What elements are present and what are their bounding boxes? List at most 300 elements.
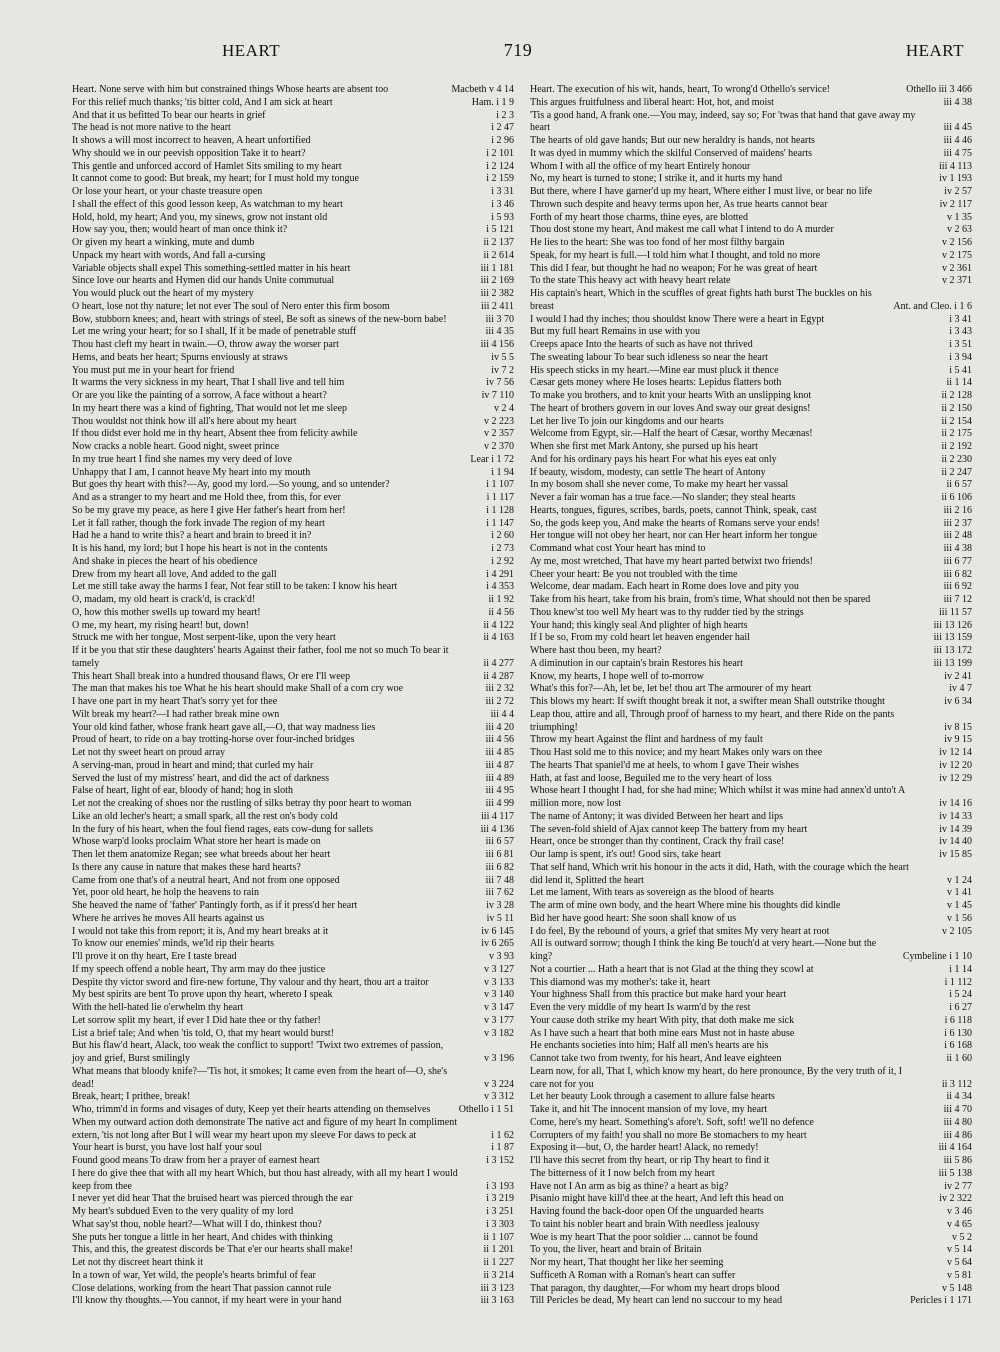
- concordance-entry: [530, 1091, 972, 1104]
- quotation-text: I here do give thee that with all my heart Which, but thou hast already, with all my heart I would keep from thee: [72, 1167, 458, 1192]
- concordance-entry: [72, 938, 514, 951]
- quotation-text: Where hast thou been, my heart?: [530, 645, 662, 656]
- concordance-entry: [530, 263, 972, 276]
- play-reference: i 6 168: [944, 1040, 972, 1052]
- play-reference: iii 6 77: [943, 555, 972, 567]
- quotation-text: Let not the creaking of shoes nor the rustling of silks betray thy poor heart to woman: [72, 798, 412, 809]
- play-reference: iv 14 16: [939, 798, 972, 809]
- concordance-entry: [530, 1244, 972, 1257]
- quotation-text: Command what cost Your heart has mind to: [530, 543, 706, 554]
- concordance-entry: [530, 212, 972, 225]
- play-reference: iii 4 38: [943, 543, 972, 554]
- quotation-text: Welcome, dear madam. Each heart in Rome does love and pity you: [530, 581, 799, 593]
- concordance-entry: [72, 135, 514, 148]
- concordance-entry: [530, 709, 972, 735]
- quotation-text: Like an old lecher's heart; a small spark, all the rest on's body cold: [72, 810, 338, 822]
- play-reference: v 2 357: [484, 428, 514, 440]
- quotation-text: It warms the very sickness in my heart, That I shall live and tell him: [72, 377, 345, 389]
- play-reference: i 1 147: [486, 517, 514, 529]
- quotation-text: But my full heart Remains in use with you: [530, 326, 700, 338]
- quotation-text: Forth of my heart those charms, thine eyes, are blotted: [530, 211, 748, 223]
- play-reference: ii 1 60: [946, 1053, 972, 1064]
- quotation-text: Not a courtier ... Hath a heart that is not Glad at the thing they scowl at: [530, 963, 814, 975]
- play-reference: i 3 193: [486, 1180, 514, 1192]
- play-reference: i 1 87: [491, 1142, 514, 1154]
- play-reference: ii 4 287: [483, 670, 514, 682]
- concordance-entry: [530, 1117, 972, 1130]
- concordance-entry: [530, 224, 972, 237]
- play-reference: iii 4 4: [490, 708, 514, 720]
- concordance-entry: [72, 122, 514, 135]
- play-reference: v 3 140: [484, 989, 514, 1001]
- play-reference: iv 5 11: [486, 912, 514, 924]
- quotation-text: Never a fair woman has a true face.—No slander; they steal hearts: [530, 492, 796, 503]
- quotation-text: To you, the liver, heart and brain of Britain: [530, 1244, 702, 1256]
- concordance-entry: [72, 760, 514, 773]
- concordance-entry: [530, 454, 972, 467]
- play-reference: i 3 41: [949, 313, 972, 325]
- play-reference: ii 6 106: [941, 492, 972, 503]
- play-reference: iii 5 86: [943, 1155, 972, 1166]
- concordance-entry: [530, 734, 972, 747]
- play-reference: iv 6 145: [481, 925, 514, 937]
- concordance-entry: [530, 569, 972, 582]
- play-reference: ii 1 14: [946, 377, 972, 389]
- quotation-text: Let me wring your heart; for so I shall, If it be made of penetrable stuff: [72, 326, 357, 338]
- play-reference: iv 7 110: [481, 390, 514, 401]
- play-reference: iv 2 322: [939, 1193, 972, 1205]
- concordance-entry: [72, 97, 514, 110]
- quotation-text: Creeps apace Into the hearts of such as have not thrived: [530, 339, 753, 350]
- concordance-entry: [530, 1206, 972, 1219]
- concordance-entry: [530, 773, 972, 786]
- quotation-text: Till Pericles be dead, My heart can lend no succour to my head: [530, 1295, 783, 1307]
- play-reference: v 2 361: [942, 262, 972, 274]
- concordance-entry: [72, 173, 514, 186]
- concordance-entry: [72, 696, 514, 709]
- play-reference: i 1 112: [944, 976, 972, 988]
- concordance-entry: [72, 441, 514, 454]
- quotation-text: This heart Shall break into a hundred thousand flaws, Or ere I'll weep: [72, 670, 351, 682]
- quotation-text: Let her live To join our kingdoms and our hearts: [530, 415, 724, 427]
- concordance-entry: [72, 186, 514, 199]
- concordance-entry: [530, 275, 972, 288]
- concordance-entry: [530, 1040, 972, 1053]
- play-reference: i 2 96: [491, 135, 514, 146]
- concordance-entry: [530, 1257, 972, 1270]
- play-reference: v 3 127: [484, 963, 514, 975]
- quotation-text: Bow, stubborn knees; and, heart with strings of steel, Be soft as sinews of the new-born babe!: [72, 313, 447, 325]
- concordance-entry: [530, 1283, 972, 1296]
- quotation-text: Bid her have good heart: She soon shall know of us: [530, 912, 737, 924]
- play-reference: v 2 371: [942, 275, 972, 287]
- concordance-entry: [530, 97, 972, 110]
- concordance-entry: [530, 1130, 972, 1143]
- concordance-entry: [72, 467, 514, 480]
- concordance-entry: [530, 671, 972, 684]
- quotation-text: Hearts, tongues, figures, scribes, bards, poets, cannot Think, speak, cast: [530, 504, 817, 516]
- quotation-text: That self hand, Which writ his honour in the acts it did, Hath, with the courage which the heart did lend it, Splitted the heart: [530, 861, 909, 886]
- concordance-entry: [530, 938, 972, 964]
- concordance-entry: [72, 110, 514, 123]
- play-reference: iv 2 77: [944, 1180, 972, 1192]
- quotation-text: O, how this mother swells up toward my heart!: [72, 606, 261, 618]
- concordance-entry: [72, 161, 514, 174]
- concordance-entry: [530, 811, 972, 824]
- quotation-text: Woe is my heart That the poor soldier ... cannot be found: [530, 1231, 758, 1243]
- quotation-text: Know, my hearts, I hope well of to-morrow: [530, 670, 705, 682]
- concordance-entry: [530, 390, 972, 403]
- concordance-entry: [72, 1142, 514, 1155]
- head-right: HEART: [905, 41, 964, 60]
- concordance-entry: [72, 301, 514, 314]
- concordance-entry: [72, 977, 514, 990]
- concordance-entry: [72, 1244, 514, 1257]
- quotation-text: Thou dost stone my heart, And makest me call what I intend to do A murder: [530, 224, 834, 236]
- play-reference: i 3 152: [486, 1155, 514, 1166]
- play-reference: i 3 43: [949, 326, 972, 338]
- play-reference: iii 2 72: [485, 696, 514, 707]
- quotation-text: This diamond was my mother's: take it, heart: [530, 976, 711, 988]
- quotation-text: List a brief tale; And when 'tis told, O, that my heart would burst!: [72, 1027, 335, 1039]
- concordance-entry: [72, 824, 514, 837]
- quotation-text: This did I fear, but thought he had no weapon; For he was great of heart: [530, 262, 818, 274]
- play-reference: iv 6 265: [481, 938, 514, 950]
- quotation-text: Her tongue will not obey her heart, nor can Her heart inform her tongue: [530, 530, 818, 542]
- quotation-text: She puts her tongue a little in her heart, And chides with thinking: [72, 1231, 333, 1243]
- concordance-entry: [72, 569, 514, 582]
- play-reference: iii 6 57: [485, 836, 514, 848]
- play-reference: iii 1 181: [480, 262, 514, 274]
- concordance-entry: [530, 1181, 972, 1194]
- concordance-entry: [530, 977, 972, 990]
- quotation-text: Cæsar gets money where He loses hearts: Lepidus flatters both: [530, 377, 782, 389]
- quotation-text: The hearts That spaniel'd me at heels, to whom I gave Their wishes: [530, 759, 799, 771]
- concordance-entry: [72, 530, 514, 543]
- play-reference: iii 3 163: [480, 1295, 514, 1307]
- play-reference: iii 4 80: [943, 1116, 972, 1128]
- play-reference: v 3 133: [484, 976, 514, 988]
- concordance-entry: [530, 836, 972, 849]
- quotation-text: Pisanio might have kill'd thee at the heart, And left this head on: [530, 1193, 784, 1205]
- concordance-entry: [530, 964, 972, 977]
- concordance-entry: [72, 454, 514, 467]
- play-reference: iii 13 159: [933, 632, 972, 644]
- play-reference: i 5 121: [486, 224, 514, 236]
- concordance-entry: [530, 1002, 972, 1015]
- quotation-text: Take from his heart, take from his brain, from's time, What should not then be spared: [530, 594, 871, 605]
- play-reference: i 6 27: [949, 1002, 972, 1013]
- play-reference: ii 2 128: [941, 390, 972, 401]
- quotation-text: What say'st thou, noble heart?—What will I do, thinkest thou?: [72, 1218, 322, 1230]
- play-reference: v 3 93: [489, 951, 514, 962]
- concordance-entry: [530, 1155, 972, 1168]
- quotation-text: Cannot take two from twenty, for his heart, And leave eighteen: [530, 1053, 782, 1064]
- quotation-text: Let it fall rather, though the fork invade The region of my heart: [72, 517, 325, 529]
- quotation-text: Hath, at fast and loose, Beguiled me to the very heart of loss: [530, 772, 772, 784]
- play-reference: i 2 47: [491, 122, 514, 134]
- concordance-entry: [530, 467, 972, 480]
- concordance-entry: [530, 887, 972, 900]
- quotation-text: Break, heart; I prithee, break!: [72, 1091, 191, 1103]
- quotation-text: Thrown such despite and heavy terms upon her, As true hearts cannot bear: [530, 198, 828, 210]
- quotation-text: Despite thy victor sword and fire-new fortune, Thy valour and thy heart, thou art a traitor: [72, 976, 429, 988]
- concordance-entry: [72, 581, 514, 594]
- quotation-text: Let not thy sweet heart on proud array: [72, 747, 226, 758]
- play-reference: iii 4 156: [480, 339, 514, 350]
- quotation-text: Or lose your heart, or your chaste treasure open: [72, 186, 263, 197]
- concordance-entry: [72, 1295, 514, 1308]
- quotation-text: As I have such a heart that both mine ears Must not in haste abuse: [530, 1027, 795, 1039]
- play-reference: iii 2 32: [485, 683, 514, 695]
- concordance-entry: [530, 1053, 972, 1066]
- concordance-entry: [530, 645, 972, 658]
- play-reference: ii 4 122: [483, 619, 514, 631]
- play-reference: ii 4 34: [946, 1091, 972, 1103]
- concordance-entry: [72, 1219, 514, 1232]
- quotation-text: In a town of war, Yet wild, the people's hearts brimful of fear: [72, 1269, 316, 1281]
- play-reference: i 1 107: [486, 479, 514, 491]
- quotation-text: Let me still take away the harms I fear, Not fear still to be taken: I know his heart: [72, 581, 398, 593]
- quotation-text: Variable objects shall expel This something-settled matter in his heart: [72, 262, 351, 274]
- play-reference: v 5 64: [947, 1257, 972, 1268]
- quotation-text: He enchants societies into him; Half all men's hearts are his: [530, 1040, 769, 1052]
- play-reference: iii 4 38: [943, 96, 972, 108]
- quotation-text: Wilt break my heart?—I had rather break mine own: [72, 708, 280, 720]
- concordance-entry: [72, 505, 514, 518]
- quotation-text: The heart of brothers govern in our loves And sway our great designs!: [530, 402, 811, 414]
- play-reference: i 1 117: [486, 492, 514, 503]
- concordance-entry: [72, 607, 514, 620]
- quotation-text: Thou Hast sold me to this novice; and my heart Makes only wars on thee: [530, 747, 823, 758]
- concordance-entry: [72, 1040, 514, 1066]
- quotation-text: I shall the effect of this good lesson keep, As watchman to my heart: [72, 198, 343, 210]
- concordance-entry: [530, 403, 972, 416]
- quotation-text: And as a stranger to my heart and me Hold thee, from this, for ever: [72, 492, 341, 503]
- play-reference: i 2 3: [496, 109, 514, 121]
- play-reference: iii 7 12: [943, 594, 972, 605]
- play-reference: iv 3 28: [486, 900, 514, 911]
- concordance-entry: [530, 824, 972, 837]
- play-reference: iv 12 14: [939, 747, 972, 758]
- quotation-text: Heart. None serve with him but constrained things Whose hearts are absent too: [72, 84, 389, 95]
- concordance-entry: [72, 683, 514, 696]
- concordance-entry: [72, 671, 514, 684]
- play-reference: iii 13 126: [933, 619, 972, 631]
- play-reference: v 5 81: [947, 1269, 972, 1281]
- play-reference: iii 13 199: [933, 657, 972, 669]
- concordance-entry: [72, 250, 514, 263]
- quotation-text: Since love our hearts and Hymen did our hands Unite commutual: [72, 275, 335, 287]
- play-reference: iii 4 86: [943, 1129, 972, 1141]
- concordance-entry: [72, 288, 514, 301]
- concordance-entry: [530, 760, 972, 773]
- play-reference: Cymbeline i 1 10: [902, 951, 972, 962]
- quotation-text: Even the very middle of my heart Is warm'd by the rest: [530, 1002, 751, 1013]
- quotation-text: When my outward action doth demonstrate The native act and figure of my heart In compliment extern, 'tis not long after But I will wear my heart upon my sleeve For daws to peck at: [72, 1116, 457, 1141]
- quotation-text: The hearts of old gave hands; But our new heraldry is hands, not hearts: [530, 135, 815, 146]
- play-reference: iv 9 15: [944, 734, 972, 746]
- quotation-text: Whose heart I thought I had, for she had mine; Which whilst it was mine had annex'd unto't A million more, now lost: [530, 785, 905, 809]
- play-reference: i 4 353: [486, 581, 514, 593]
- concordance-entry: [530, 173, 972, 186]
- play-reference: ii 2 192: [941, 441, 972, 452]
- play-reference: iii 4 99: [485, 798, 514, 809]
- concordance-entry: [72, 645, 514, 671]
- page-number: 719: [503, 40, 533, 60]
- play-reference: iii 6 92: [943, 581, 972, 593]
- quotation-text: 'Tis a good hand, A frank one.—You may, indeed, say so; For 'twas that hand that gave away my heart: [530, 109, 916, 134]
- quotation-text: What means that bloody knife?—'Tis hot, it smokes; It came even from the heart of—O, she's dead!: [72, 1065, 448, 1090]
- play-reference: Ham. i 1 9: [471, 96, 514, 108]
- concordance-entry: [72, 709, 514, 722]
- quotation-text: His speech sticks in my heart.—Mine ear must pluck it thence: [530, 364, 779, 376]
- quotation-text: Thou wouldst not think how ill all's here about my heart: [72, 415, 297, 427]
- quotation-text: I would I had thy inches; thou shouldst know There were a heart in Egypt: [530, 313, 825, 325]
- quotation-text: It shows a will most incorrect to heaven, A heart unfortified: [72, 135, 311, 146]
- quotation-text: And shake in pieces the heart of his obedience: [72, 555, 258, 567]
- concordance-entry: [530, 620, 972, 633]
- play-reference: i 1 14: [949, 963, 972, 975]
- quotation-text: Leap thou, attire and all, Through proof of harness to my heart, and there Ride on the pants triumphing!: [530, 708, 895, 733]
- concordance-entry: [72, 326, 514, 339]
- quotation-text: My heart's subdued Even to the very quality of my lord: [72, 1206, 294, 1217]
- play-reference: iv 12 29: [939, 772, 972, 784]
- quotation-text: Let her beauty Look through a casement to allure false hearts: [530, 1091, 775, 1103]
- concordance-entry: [72, 734, 514, 747]
- quotation-text: Why should we in our peevish opposition Take it to heart?: [72, 147, 306, 159]
- quotation-text: No, my heart is turned to stone; I strike it, and it hurts my hand: [530, 173, 783, 185]
- quotation-text: With the hell-hated lie o'erwhelm thy heart: [72, 1002, 244, 1013]
- quotation-text: What's this for?—Ah, let be, let be! thou art The armourer of my heart: [530, 683, 812, 695]
- play-reference: iii 2 48: [943, 530, 972, 542]
- quotation-text: Ay me, most wretched, That have my heart parted betwixt two friends!: [530, 555, 813, 567]
- quotation-text: Take it, and hit The innocent mansion of my love, my heart: [530, 1104, 768, 1115]
- play-reference: v 1 56: [947, 912, 972, 924]
- concordance-entry: [530, 237, 972, 250]
- play-reference: i 2 92: [491, 555, 514, 567]
- play-reference: v 3 224: [484, 1078, 514, 1090]
- play-reference: ii 2 137: [483, 237, 514, 248]
- quotation-text: To know our enemies' minds, we'ld rip their hearts: [72, 938, 275, 950]
- concordance-entry: [72, 862, 514, 875]
- quotation-text: This, and this, the greatest discords be That e'er our hearts shall make!: [72, 1244, 353, 1256]
- quotation-text: Welcome from Egypt, sir.—Half the heart of Cæsar, worthy Mecænas!: [530, 428, 813, 440]
- quotation-text: A serving-man, proud in heart and mind; that curled my hair: [72, 759, 314, 771]
- concordance-entry: [530, 1142, 972, 1155]
- quotation-text: A diminution in our captain's brain Restores his heart: [530, 657, 743, 669]
- concordance-entry: [530, 632, 972, 645]
- play-reference: ii 1 92: [488, 594, 514, 605]
- concordance-entry: [530, 110, 972, 136]
- quotation-text: In the fury of his heart, when the foul fiend rages, eats cow-dung for sallets: [72, 823, 374, 835]
- play-reference: iv 14 40: [939, 836, 972, 848]
- concordance-entry: [72, 1206, 514, 1219]
- play-reference: ii 3 112: [941, 1078, 972, 1090]
- play-reference: Othello iii 3 466: [906, 84, 972, 95]
- play-reference: ii 6 57: [946, 479, 972, 491]
- play-reference: i 1 62: [491, 1129, 514, 1141]
- quotation-text: Heart. The execution of his wit, hands, heart, To wrong'd Othello's service!: [530, 84, 830, 95]
- quotation-text: Your cause doth strike my heart With pity, that doth make me sick: [530, 1014, 795, 1026]
- quotation-text: Corrupters of my faith! you shall no more Be stomachers to my heart: [530, 1129, 807, 1141]
- quotation-text: The man that makes his toe What he his heart should make Shall of a corn cry woe: [72, 683, 404, 695]
- quotation-text: If my speech offend a noble heart, Thy arm may do thee justice: [72, 963, 326, 975]
- play-reference: iv 4 7: [949, 683, 972, 695]
- play-reference: iii 11 57: [939, 606, 972, 618]
- quotation-text: Whose warp'd looks proclaim What store her heart is made on: [72, 836, 321, 848]
- play-reference: ii 1 107: [483, 1231, 514, 1243]
- concordance-entry: [72, 212, 514, 225]
- quotation-text: Your highness Shall from this practice but make hard your heart: [530, 989, 787, 1001]
- quotation-text: This argues fruitfulness and liberal heart: Hot, hot, and moist: [530, 96, 774, 108]
- concordance-entry: [72, 620, 514, 633]
- concordance-entry: [72, 237, 514, 250]
- play-reference: iii 2 169: [480, 275, 514, 287]
- quotation-text: It was dyed in mummy which the skilful Conserved of maidens' hearts: [530, 147, 813, 159]
- play-reference: v 5 148: [942, 1282, 972, 1294]
- quotation-text: He lies to the heart: She was too fond of her most filthy bargain: [530, 237, 785, 248]
- running-head: [72, 40, 972, 70]
- concordance-entry: [530, 505, 972, 518]
- quotation-text: All is outward sorrow; though I think the king Be touch'd at very heart.—None but the king?: [530, 938, 877, 962]
- play-reference: v 1 41: [947, 887, 972, 899]
- concordance-entry: [530, 479, 972, 492]
- play-reference: v 2 105: [942, 925, 972, 937]
- quotation-text: Your hand; this kingly seal And plighter of high hearts: [530, 619, 748, 631]
- quotation-text: That paragon, thy daughter,—For whom my heart drops blood: [530, 1282, 780, 1294]
- play-reference: ii 2 150: [941, 402, 972, 414]
- quotation-text: Served the lust of my mistress' heart, and did the act of darkness: [72, 772, 330, 784]
- concordance-entry: [72, 875, 514, 888]
- concordance-entry: [530, 326, 972, 339]
- concordance-entry: [530, 416, 972, 429]
- concordance-entry: [72, 951, 514, 964]
- quotation-text: This gentle and unforced accord of Hamlet Sits smiling to my heart: [72, 160, 342, 172]
- concordance-entry: [72, 989, 514, 1002]
- quotation-text: If I be so, From my cold heart let heaven engender hail: [530, 632, 750, 644]
- quotation-text: She heaved the name of 'father' Pantingly forth, as if it press'd her heart: [72, 900, 358, 911]
- play-reference: v 2 223: [484, 415, 514, 427]
- concordance-entry: [72, 556, 514, 569]
- concordance-entry: [72, 836, 514, 849]
- play-reference: ii 4 163: [483, 632, 514, 644]
- quotation-text: How say you, then; would heart of man once think it?: [72, 224, 288, 236]
- concordance-entry: [530, 926, 972, 939]
- concordance-entry: [72, 849, 514, 862]
- concordance-entry: [72, 1257, 514, 1270]
- play-reference: i 5 41: [949, 364, 972, 376]
- quotation-text: It is his hand, my lord; but I hope his heart is not in the contents: [72, 543, 328, 554]
- play-reference: i 2 101: [486, 147, 514, 159]
- play-reference: iv 14 39: [939, 823, 972, 835]
- concordance-entry: [72, 722, 514, 735]
- play-reference: iii 5 138: [938, 1167, 972, 1179]
- play-reference: iii 4 89: [485, 772, 514, 784]
- play-reference: iii 4 45: [943, 122, 972, 134]
- play-reference: i 5 93: [491, 211, 514, 223]
- concordance-entry: [72, 263, 514, 276]
- quotation-text: Had he a hand to write this? a heart and brain to breed it in?: [72, 530, 312, 542]
- quotation-text: When she first met Mark Antony, she pursed up his heart: [530, 441, 758, 452]
- concordance-entry: [530, 148, 972, 161]
- quotation-text: O me, my heart, my rising heart! but, down!: [72, 619, 249, 631]
- play-reference: i 1 128: [486, 504, 514, 516]
- play-reference: ii 1 227: [483, 1257, 514, 1268]
- concordance-entry: [72, 314, 514, 327]
- play-reference: i 6 118: [944, 1014, 972, 1026]
- quotation-text: Thou hast cleft my heart in twain.—O, throw away the worser part: [72, 339, 339, 350]
